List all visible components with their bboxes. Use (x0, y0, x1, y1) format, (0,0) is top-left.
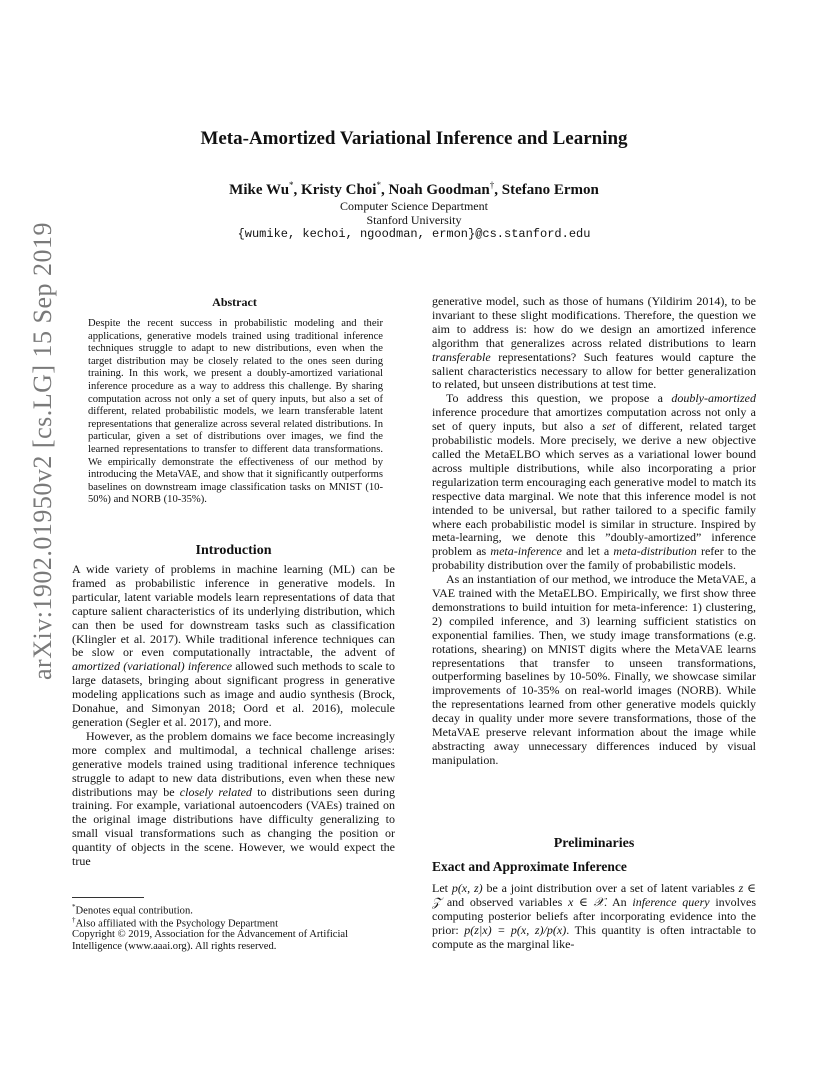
author-name: Noah Goodman (388, 182, 490, 198)
affiliation-department: Computer Science Department (340, 199, 488, 213)
math-expression: p(z|x) = p(x, z)/p(x) (464, 922, 567, 937)
math-expression: p(x, z) (451, 881, 483, 895)
author-name: Mike Wu (229, 182, 290, 198)
math-expression: x ∈ 𝒳 (567, 894, 604, 909)
affiliation-university: Stanford University (366, 213, 462, 227)
paper-title: Meta-Amortized Variational Inference and Learning (200, 128, 628, 149)
footnote-equal-contribution: *Denotes equal contribution. (72, 903, 193, 917)
paragraph: Let p(x, z) be a joint distribution over a set of latent variables z ∈ 𝒵 and observed variables x ∈ 𝒳. An inference query involves computing posterior beliefs after incorporating evidence into the prior: p(z|x) = p(x, z)/p(x). This quantity is often intractable to compute as the marginal like- (432, 881, 757, 951)
author-name: Kristy Choi (301, 182, 377, 198)
author-mark: * (289, 180, 294, 190)
preliminaries-heading: Preliminaries (553, 836, 635, 851)
author-name: Stefano Ermon (501, 182, 599, 198)
footnote-affiliation: †Also affiliated with the Psychology Department (72, 916, 279, 930)
introduction-body (72, 563, 395, 869)
copyright-notice: Copyright © 2019, Association for the Advancement of Artificial Intelligence (www.aaai.org). All rights reserved. (72, 929, 349, 953)
footnote-rule (72, 897, 144, 898)
abstract-body: Despite the recent success in probabilistic modeling and their applications, generative models trained using traditional inference techniques struggle to adapt to new distributions, even when the target distribution may be closely related to the ones seen during training. In this work, we present a doubly-amortized variational inference procedure as a way to address this challenge. By sharing computation across not only a set of query inputs, but also a set of different, related probabilistic models, we learn transferable latent representations that generalize across several related distributions. In particular, given a set of distributions over images, we find the learned representations to transfer to different data transformations. We empirically demonstrate the effectiveness of our method by introducing the MetaVAE, and show that it significantly outperforms baselines on downstream image classification tasks on MNIST (10-50%) and NORB (10-35%). (88, 318, 383, 506)
paragraph: A wide variety of problems in machine learning (ML) can be framed as probabilistic inference in generative models. In particular, latent variable models learn representations of data that capture salient characteristics of its underlying distribution, which can then be used for downstream tasks such as classification (Klingler et al. 2017). While traditional inference techniques can be slow or even computationally intractable, the advent of amortized (variational) inference allowed such methods to scale to large datasets, bringing about significant progress in generative modeling applications such as image and audio synthesis (Brock, Donahue, and Simonyan 2018; Oord et al. 2016), molecule generation (Segler et al. 2017), and more. (72, 562, 396, 729)
right-column-body (432, 295, 756, 768)
subsection-heading: Exact and Approximate Inference (432, 859, 627, 874)
arxiv-identifier-stamp (22, 221, 58, 680)
author-mark: * (376, 180, 381, 190)
author-mark: † (489, 180, 495, 190)
paragraph: To address this question, we propose a doubly-amortized inference procedure that amortizes computation across not only a set of query inputs, but also a set of different, related target probabilistic models. More precisely, we derive a new objective called the MetaELBO which serves as a variational lower bound across multiple distributions, while also incorporating a prior regularization term encouraging each generative model to match its respective data marginal. We note that this inference model is not intended to be universal, but rather tailored to a specific family where each probabilistic model is similar in structure. Inspired by meta-learning, we denote this ”doubly-amortized” inference problem as meta-inference and let a meta-distribution refer to the probability distribution over the family of probabilistic models. (432, 391, 756, 573)
math-expression: z ∈ 𝒵 (432, 881, 756, 909)
arxiv-identifier-text: arXiv:1902.01950v2 [cs.LG] 15 Sep 2019 (28, 221, 57, 680)
author-emails: {wumike, kechoi, ngoodman, ermon}@cs.stanford.edu (237, 227, 591, 241)
preliminaries-body (432, 882, 756, 952)
paragraph: As an instantiation of our method, we introduce the MetaVAE, a VAE trained with the MetaELBO. Empirically, we first show three demonstrations to build intuition for meta-inference: 1) clustering, 2) compiled inference, and 3) learning sufficient statistics on exponential families. Then, we study image transformations (e.g. rotations, shearing) on MNIST digits where the MetaVAE learns representations that transfer to unseen transformations, outperforming baselines by 10-50%. Finally, we showcase similar improvements of 10-35% on real-world images (NORB). While the representations learned from other generative models quickly decay in quality under more severe transformations, those of the MetaVAE preserve relevant information about the image while abstracting away unnecessary differences induced by visual manipulation. (432, 572, 756, 767)
paragraph: However, as the problem domains we face become increasingly more complex and multimodal, a technical challenge arises: generative models trained using traditional inference techniques struggle to adapt to new data distributions, even when these new distributions may be closely related to distributions seen during training. For example, variational autoencoders (VAEs) trained on the original image distributions have difficulty generalizing to small visual transformations such as changing the position or quantity of objects in the scene. However, we would expect the true (72, 728, 395, 869)
introduction-heading: Introduction (195, 543, 272, 558)
abstract-heading: Abstract (212, 295, 257, 309)
author-list: Mike Wu*, Kristy Choi*, Noah Goodman†, Stefano Ermon (229, 180, 599, 198)
paragraph: generative model, such as those of humans (Yildirim 2014), to be invariant to these slight modifications. Therefore, the question we aim to address is: how do we design an amortized inference algorithm that generalizes across related distributions to learn transferable representations? Such features would capture the salient characteristics necessary to allow for better generalization to related, but unseen distributions at test time. (432, 294, 756, 392)
